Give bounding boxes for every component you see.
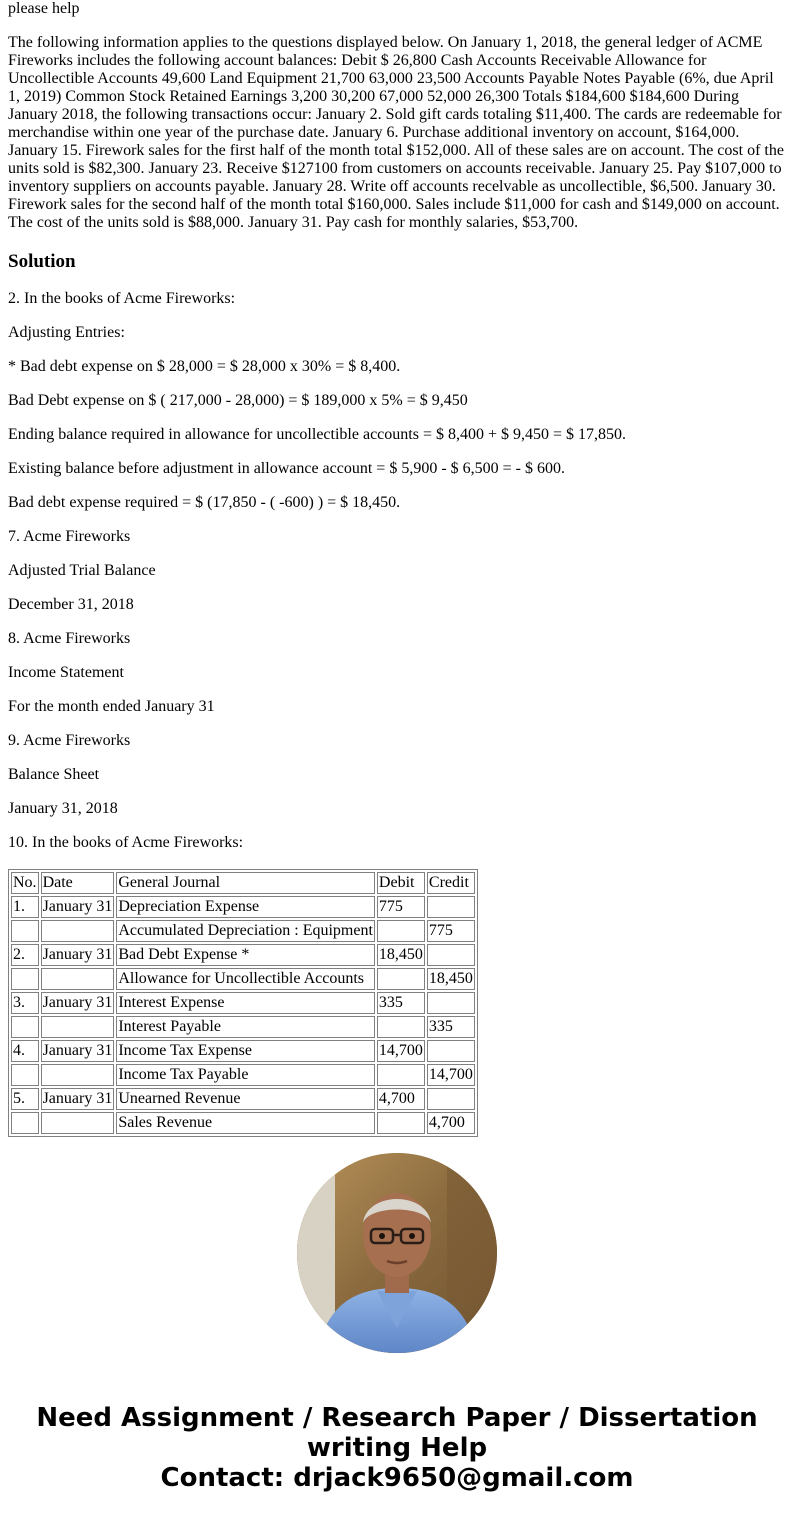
- cell-debit: [377, 920, 425, 942]
- cell-no: [11, 968, 39, 990]
- cell-date: [41, 1016, 115, 1038]
- solution-line: Bad Debt expense on $ ( 217,000 - 28,000) = $ 189,000 x 5% = $ 9,450: [8, 392, 468, 409]
- cell-no: [11, 1016, 39, 1038]
- cell-credit: [427, 896, 475, 918]
- solution-line: January 31, 2018: [8, 800, 118, 817]
- table-row: [11, 1064, 475, 1086]
- header-credit: Credit: [427, 872, 475, 894]
- cell-account: Accumulated Depreciation : Equipment: [116, 920, 375, 942]
- cell-debit: 4,700: [377, 1088, 425, 1110]
- cell-debit: 18,450: [377, 944, 425, 966]
- cell-no: [11, 1112, 39, 1134]
- cell-date: [41, 1112, 115, 1134]
- cell-date: January 31: [41, 1040, 115, 1062]
- cell-date: [41, 968, 115, 990]
- footer-line-2: writing Help: [306, 1433, 488, 1463]
- header-debit: Debit: [377, 872, 425, 894]
- cell-no: 5.: [11, 1088, 39, 1110]
- author-photo: [297, 1153, 497, 1353]
- header-no: No.: [11, 872, 39, 894]
- cell-account: Income Tax Expense: [116, 1040, 375, 1062]
- cell-no: 4.: [11, 1040, 39, 1062]
- question-intro: please help: [8, 0, 80, 17]
- general-journal-table: [8, 869, 478, 1137]
- table-row: [11, 1112, 475, 1134]
- cell-debit: 775: [377, 896, 425, 918]
- cell-debit: 335: [377, 992, 425, 1014]
- cell-account: Bad Debt Expense *: [116, 944, 375, 966]
- cell-debit: [377, 1016, 425, 1038]
- author-photo-illustration: [297, 1153, 497, 1353]
- cell-credit: 18,450: [427, 968, 475, 990]
- cell-account: Allowance for Uncollectible Accounts: [116, 968, 375, 990]
- solution-line: Ending balance required in allowance for uncollectible accounts = $ 8,400 + $ 9,450 = $ 17,850.: [8, 426, 627, 443]
- cell-credit: 4,700: [427, 1112, 475, 1134]
- solution-line: Adjusting Entries:: [8, 324, 125, 341]
- cell-credit: [427, 992, 475, 1014]
- cell-account: Income Tax Payable: [116, 1064, 375, 1086]
- footer-line-1: Need Assignment / Research Paper / Dissertation: [36, 1403, 758, 1433]
- cell-no: [11, 1064, 39, 1086]
- solution-line: December 31, 2018: [8, 596, 134, 613]
- solution-line: 9. Acme Fireworks: [8, 732, 131, 749]
- table-row: [11, 896, 475, 918]
- cell-debit: [377, 1112, 425, 1134]
- cell-no: 1.: [11, 896, 39, 918]
- cell-debit: 14,700: [377, 1040, 425, 1062]
- table-row: [11, 992, 475, 1014]
- cell-date: January 31: [41, 992, 115, 1014]
- cell-debit: [377, 1064, 425, 1086]
- solution-line: Bad debt expense required = $ (17,850 - ( -600) ) = $ 18,450.: [8, 494, 401, 511]
- cell-date: [41, 920, 115, 942]
- cell-credit: 775: [427, 920, 475, 942]
- solution-heading: Solution: [8, 251, 76, 272]
- cell-account: Sales Revenue: [116, 1112, 375, 1134]
- cell-credit: [427, 944, 475, 966]
- solution-line: Adjusted Trial Balance: [8, 562, 156, 579]
- table-row: [11, 968, 475, 990]
- cell-credit: [427, 1040, 475, 1062]
- header-general-journal: General Journal: [116, 872, 375, 894]
- table-row: [11, 1088, 475, 1110]
- cell-credit: 14,700: [427, 1064, 475, 1086]
- cell-account: Interest Payable: [116, 1016, 375, 1038]
- cell-credit: [427, 1088, 475, 1110]
- cell-date: [41, 1064, 115, 1086]
- solution-line: 10. In the books of Acme Fireworks:: [8, 834, 244, 851]
- table-row: [11, 920, 475, 942]
- footer-contact: Contact: drjack9650@gmail.com: [160, 1463, 634, 1493]
- cell-debit: [377, 968, 425, 990]
- cell-account: Unearned Revenue: [116, 1088, 375, 1110]
- cell-no: 2.: [11, 944, 39, 966]
- table-row: [11, 1016, 475, 1038]
- cell-credit: 335: [427, 1016, 475, 1038]
- cell-no: 3.: [11, 992, 39, 1014]
- solution-line: 7. Acme Fireworks: [8, 528, 131, 545]
- promo-footer: [0, 1403, 794, 1493]
- cell-no: [11, 920, 39, 942]
- cell-date: January 31: [41, 944, 115, 966]
- solution-line: For the month ended January 31: [8, 698, 215, 715]
- solution-line: Balance Sheet: [8, 766, 100, 783]
- table-header-row: [11, 872, 475, 894]
- cell-account: Depreciation Expense: [116, 896, 375, 918]
- solution-line: * Bad debt expense on $ 28,000 = $ 28,000 x 30% = $ 8,400.: [8, 358, 401, 375]
- solution-line: Income Statement: [8, 664, 124, 681]
- cell-date: January 31: [41, 1088, 115, 1110]
- solution-line: 8. Acme Fireworks: [8, 630, 131, 647]
- table-row: [11, 1040, 475, 1062]
- header-date: Date: [41, 872, 115, 894]
- cell-account: Interest Expense: [116, 992, 375, 1014]
- question-body: The following information applies to the questions displayed below. On January 1, 2018, the general ledger of ACME Fireworks includes the following account balances: Debit $ 26,800 Cash Accounts Receivable Allowance for Uncollectible Accounts 49,600 Land Equipment 21,700 63,000 23,500 Accounts Payable Notes Payable (6%, due April 1, 2019) Common Stock Retained Earnings 3,200 30,200 67,000 52,000 26,300 Totals $184,600 $184,600 During January 2018, the following transactions occur: January 2. Sold gift cards totaling $11,400. The cards are redeemable for merchandise within one year of the purchase date. January 6. Purchase additional inventory on account, $164,000. January 15. Firework sales for the first half of the month total $152,000. All of these sales are on account. The cost of the units sold is $82,300. January 23. Receive $127100 from customers on accounts receivable. January 25. Pay $107,000 to inventory suppliers on accounts payable. January 28. Write off accounts recelvable as uncollectible, $6,500. January 30. Firework sales for the second half of the month total $160,000. Sales include $11,000 for cash and $149,000 on account. The cost of the units sold is $88,000. January 31. Pay cash for monthly salaries, $53,700.: [8, 34, 784, 231]
- solution-line: Existing balance before adjustment in allowance account = $ 5,900 - $ 6,500 = - $ 600.: [8, 460, 566, 477]
- cell-date: January 31: [41, 896, 115, 918]
- solution-line: 2. In the books of Acme Fireworks:: [8, 290, 236, 307]
- table-row: [11, 944, 475, 966]
